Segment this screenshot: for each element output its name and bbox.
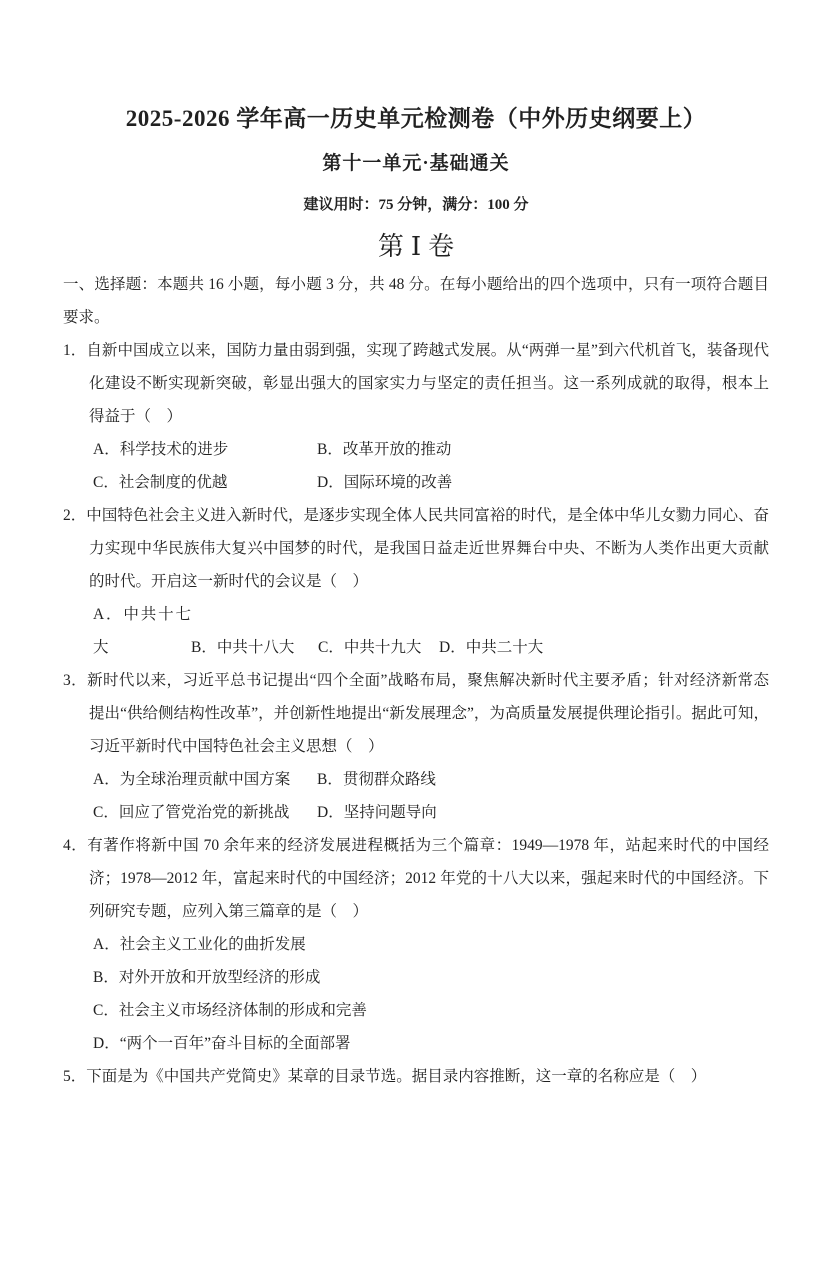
question-4-option-c-row [63,994,769,1027]
question-3-option-d: D．坚持问题导向 [317,804,437,821]
question-4-option-d: D．“两个一百年”奋斗目标的全面部署 [93,1035,351,1052]
question-1 [63,334,769,499]
exam-title: 2025-2026 学年高一历史单元检测卷（中外历史纲要上） [125,106,707,131]
question-3-option-b: B．贯彻群众路线 [317,771,436,788]
question-4-stem-line [63,829,769,928]
question-4-option-a: A．社会主义工业化的曲折发展 [93,936,306,953]
part-one-heading: 第Ⅰ卷 [377,232,462,261]
question-2-option-c: C．中共十九大 [318,639,422,656]
document-body [63,268,769,1093]
question-3-stem-line [63,664,769,763]
question-4-option-b: B．对外开放和开放型经济的形成 [93,969,321,986]
question-1-option-d: D．国际环境的改善 [317,474,453,491]
question-1-option-c: C．社会制度的优越 [93,474,228,491]
question-3-options-row-2 [63,796,769,829]
question-1-option-b: B．改革开放的推动 [317,441,452,458]
question-2-stem-line [63,499,769,598]
exam-subtitle: 第十一单元·基础通关 [322,153,510,174]
section-intro: 一、选择题：本题共 16 小题，每小题 3 分，共 48 分。在每小题给出的四个选项中，只有一项符合题目要求。 [63,276,769,326]
question-2-option-d: D．中共二十大 [439,639,544,656]
question-5-stem-line [63,1060,769,1093]
exam-page [0,100,827,1269]
question-4-option-d-row [63,1027,769,1060]
question-1-number: 1． [63,342,87,359]
question-2-stem: 中国特色社会主义进入新时代，是逐步实现全体人民共同富裕的时代，是全体中华儿女勠力同心、奋力实现中华民族伟大复兴中国梦的时代，是我国日益走近世界舞台中央、不断为人类作出更大贡献的时代。开启这一新时代的会议是（ ） [86,507,769,590]
question-4-option-c: C．社会主义市场经济体制的形成和完善 [93,1002,367,1019]
question-4-stem: 有著作将新中国 70 余年来的经济发展进程概括为三个篇章：1949—1978 年，站起来时代的中国经济；1978—2012 年，富起来时代的中国经济；2012 年党的十八大以来，强起来时代的中国经济。下列研究专题，应列入第三篇章的是（ ） [87,837,769,920]
question-1-stem: 自新中国成立以来，国防力量由弱到强，实现了跨越式发展。从“两弹一星”到六代机首飞，装备现代化建设不断实现新突破，彰显出强大的国家实力与坚定的责任担当。这一系列成就的取得，根本上得益于（ ） [86,342,769,425]
question-3-option-c: C．回应了管党治党的新挑战 [93,804,290,821]
question-5-number: 5． [63,1068,87,1085]
question-3-options-row-1 [63,763,769,796]
question-1-option-a: A．科学技术的进步 [93,441,229,458]
question-1-options-row-1 [63,433,769,466]
question-4-option-a-row [63,928,769,961]
question-5 [63,1060,769,1093]
question-3 [63,664,769,829]
question-2-option-a: A．中共十七大 [93,606,191,656]
question-4 [63,829,769,1060]
question-1-options-row-2 [63,466,769,499]
question-2-number: 2． [63,507,87,524]
question-4-number: 4． [63,837,88,854]
question-4-option-b-row [63,961,769,994]
question-5-stem: 下面是为《中国共产党简史》某章的目录节选。据目录内容推断，这一章的名称应是（ ） [86,1068,707,1085]
exam-meta-line: 建议用时：75 分钟，满分：100 分 [303,197,529,213]
question-1-stem-line [63,334,769,433]
question-2-options-row [63,598,769,664]
question-2 [63,499,769,664]
question-3-stem: 新时代以来，习近平总书记提出“四个全面”战略布局，聚焦解决新时代主要矛盾；针对经济新常态 提出“供给侧结构性改革”，并创新性地提出“新发展理念”，为高质量发展提供理论指引。据此可知，习近平新时代中国特色社会主义思想（ ） [87,672,769,755]
question-3-option-a: A．为全球治理贡献中国方案 [93,771,291,788]
question-3-number: 3． [63,672,88,689]
question-2-option-b: B．中共十八大 [191,639,295,656]
